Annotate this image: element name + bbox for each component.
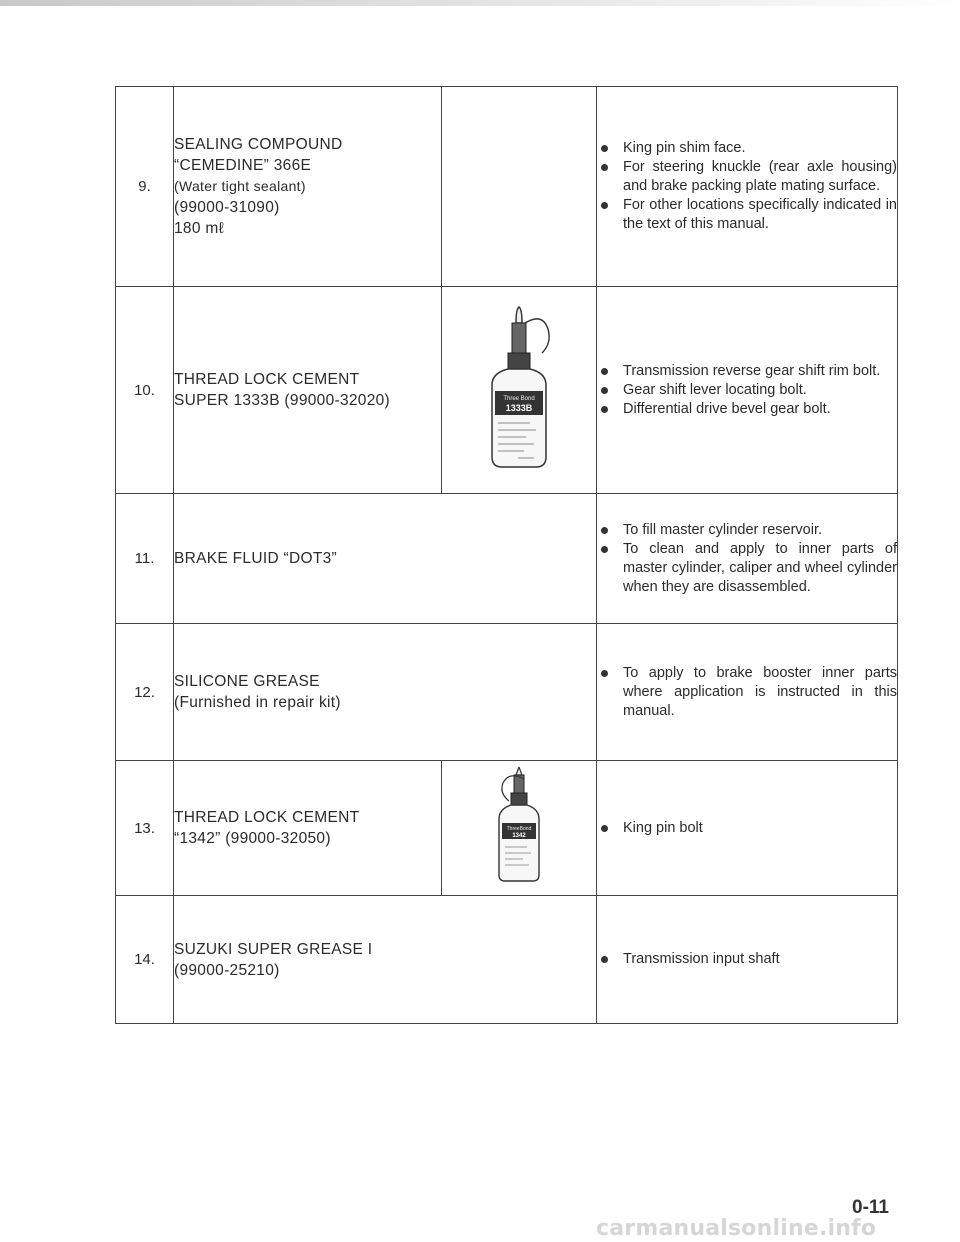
bottle-code-text: 1333B <box>505 402 533 413</box>
usage-item: Transmission input shaft <box>597 950 897 969</box>
material-name-line: THREAD LOCK CEMENT <box>174 371 360 388</box>
usage-list <box>597 139 897 234</box>
usage-item: King pin shim face. <box>597 139 897 158</box>
material-name <box>174 494 597 624</box>
thread-lock-bottle-icon <box>478 303 560 473</box>
image-cell <box>442 761 597 896</box>
usage-item: To apply to brake booster inner parts where application is instructed in this manual. <box>597 664 897 721</box>
material-name <box>174 87 442 287</box>
item-number: 10. <box>116 287 174 494</box>
scan-top-edge <box>0 0 960 6</box>
material-name-line: THREAD LOCK CEMENT <box>174 809 360 826</box>
material-sub-line: (Water tight sealant) <box>174 178 306 194</box>
bottle-code-text: 1342 <box>512 832 526 839</box>
item-number: 13. <box>116 761 174 896</box>
table-row <box>116 896 898 1024</box>
table-row <box>116 287 898 494</box>
table-row <box>116 761 898 896</box>
bottle-brand-text: Three Bond <box>503 395 535 402</box>
material-sub-line: 180 mℓ <box>174 220 224 237</box>
material-name <box>174 624 597 761</box>
page-number: 0-11 <box>852 1197 889 1218</box>
material-name-line: “1342” (99000-32050) <box>174 830 331 847</box>
usage-item: For other locations specifically indicated in the text of this manual. <box>597 196 897 234</box>
usage-item: Transmission reverse gear shift rim bolt. <box>597 362 897 381</box>
material-name-line: “CEMEDINE” 366E <box>174 157 312 174</box>
usage-cell <box>597 87 898 287</box>
usage-cell <box>597 624 898 761</box>
material-sub-line: (99000-31090) <box>174 199 280 216</box>
usage-item: King pin bolt <box>597 819 897 838</box>
usage-item: To fill master cylinder reservoir. <box>597 521 897 540</box>
thread-lock-1342-bottle-icon <box>487 767 551 885</box>
material-name-line: SUPER 1333B (99000-32020) <box>174 392 391 409</box>
image-cell <box>442 287 597 494</box>
usage-list <box>597 521 897 597</box>
usage-list <box>597 950 897 969</box>
usage-list <box>597 664 897 721</box>
usage-list <box>597 819 897 838</box>
material-name-line: (Furnished in repair kit) <box>174 694 341 711</box>
image-cell-empty <box>442 87 597 287</box>
usage-item: To clean and apply to inner parts of master cylinder, caliper and wheel cylinder when they are disassembled. <box>597 540 897 597</box>
item-number: 12. <box>116 624 174 761</box>
material-name-line: BRAKE FLUID “DOT3” <box>174 550 338 567</box>
material-name <box>174 896 597 1024</box>
material-name-line: SUZUKI SUPER GREASE I <box>174 940 373 958</box>
materials-table <box>115 86 898 1024</box>
material-name <box>174 287 442 494</box>
item-number: 14. <box>116 896 174 1024</box>
table-row <box>116 494 898 624</box>
usage-cell <box>597 494 898 624</box>
material-name <box>174 761 442 896</box>
usage-cell <box>597 287 898 494</box>
usage-cell <box>597 896 898 1024</box>
material-name-line: SEALING COMPOUND <box>174 136 343 153</box>
item-number: 9. <box>116 87 174 287</box>
usage-list <box>597 362 897 419</box>
usage-item: For steering knuckle (rear axle housing) and brake packing plate mating surface. <box>597 158 897 196</box>
bottle-brand-text: ThreeBond <box>506 825 532 832</box>
usage-item: Differential drive bevel gear bolt. <box>597 400 897 419</box>
material-name-line: SILICONE GREASE <box>174 673 320 690</box>
material-name-line: (99000-25210) <box>174 961 280 979</box>
table-row <box>116 87 898 287</box>
usage-item: Gear shift lever locating bolt. <box>597 381 897 400</box>
usage-cell <box>597 761 898 896</box>
table-row <box>116 624 898 761</box>
watermark: carmanualsonline.info <box>596 1216 877 1241</box>
item-number: 11. <box>116 494 174 624</box>
